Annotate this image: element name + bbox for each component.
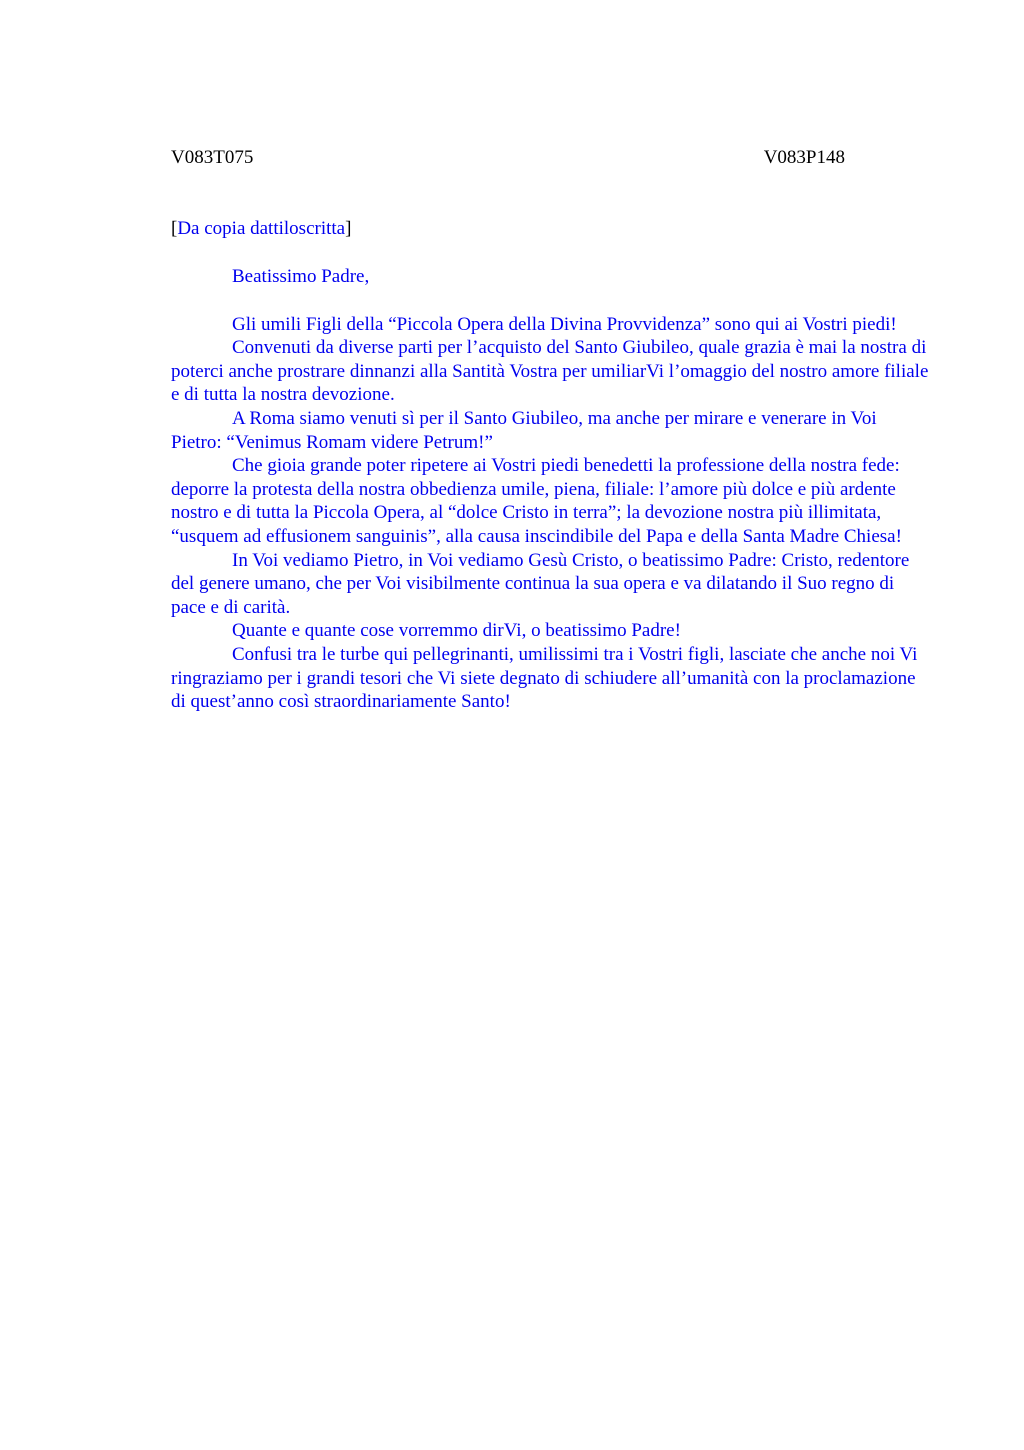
document-code-left: V083T075 xyxy=(171,147,254,168)
letter-paragraph: Che gioia grande poter ripetere ai Vostri piedi benedetti la professione della nostra fede: deporre la protesta della nostra obbedienza umile, piena, filiale: l’amore più dolce e più ardente nostro e di tutta la Piccola Opera, al “dolce Cristo in terra”; la devozione nostra più illimitata, “usquem ad effusionem sanguinis”, alla causa inscindibile del Papa e della Santa Madre Chiesa! xyxy=(171,455,902,547)
letter-paragraph: Convenuti da diverse parti per l’acquisto del Santo Giubileo, quale grazia è mai la nostra di poterci anche prostrare dinnanzi alla Santità Vostra per umiliarVi l’omaggio del nostro amore filiale e di tutta la nostra devozione. xyxy=(171,337,929,406)
letter-paragraph: In Voi vediamo Pietro, in Voi vediamo Gesù Cristo, o beatissimo Padre: Cristo, redentore del genere umano, che per Voi visibilmente continua la sua opera e va dilatando il Suo regno di pace e di carità. xyxy=(171,549,910,618)
letter-body xyxy=(171,265,931,714)
source-note-text: Da copia dattiloscritta xyxy=(177,218,346,239)
source-note xyxy=(171,218,351,240)
letter-paragraph: Quante e quante cose vorremmo dirVi, o beatissimo Padre! xyxy=(232,620,681,642)
letter-paragraph: A Roma siamo venuti sì per il Santo Giubileo, ma anche per mirare e venerare in Voi Pietro: “Venimus Romam videre Petrum!” xyxy=(171,407,877,453)
document-code-right: V083P148 xyxy=(763,147,845,168)
letter-paragraph: Gli umili Figli della “Piccola Opera della Divina Provvidenza” sono qui ai Vostri piedi! xyxy=(232,313,897,335)
letter-paragraph: Confusi tra le turbe qui pellegrinanti, umilissimi tra i Vostri figli, lasciate che anche noi Vi ringraziamo per i grandi tesori che Vi siete degnato di schiudere all’umanità con la proclamazione di quest’anno così straordinariamente Santo! xyxy=(171,643,918,713)
page-header xyxy=(171,147,845,169)
source-note-open-bracket: [ xyxy=(171,218,178,239)
source-note-close-bracket: ] xyxy=(345,218,352,239)
letter-salutation: Beatissimo Padre, xyxy=(232,266,370,287)
